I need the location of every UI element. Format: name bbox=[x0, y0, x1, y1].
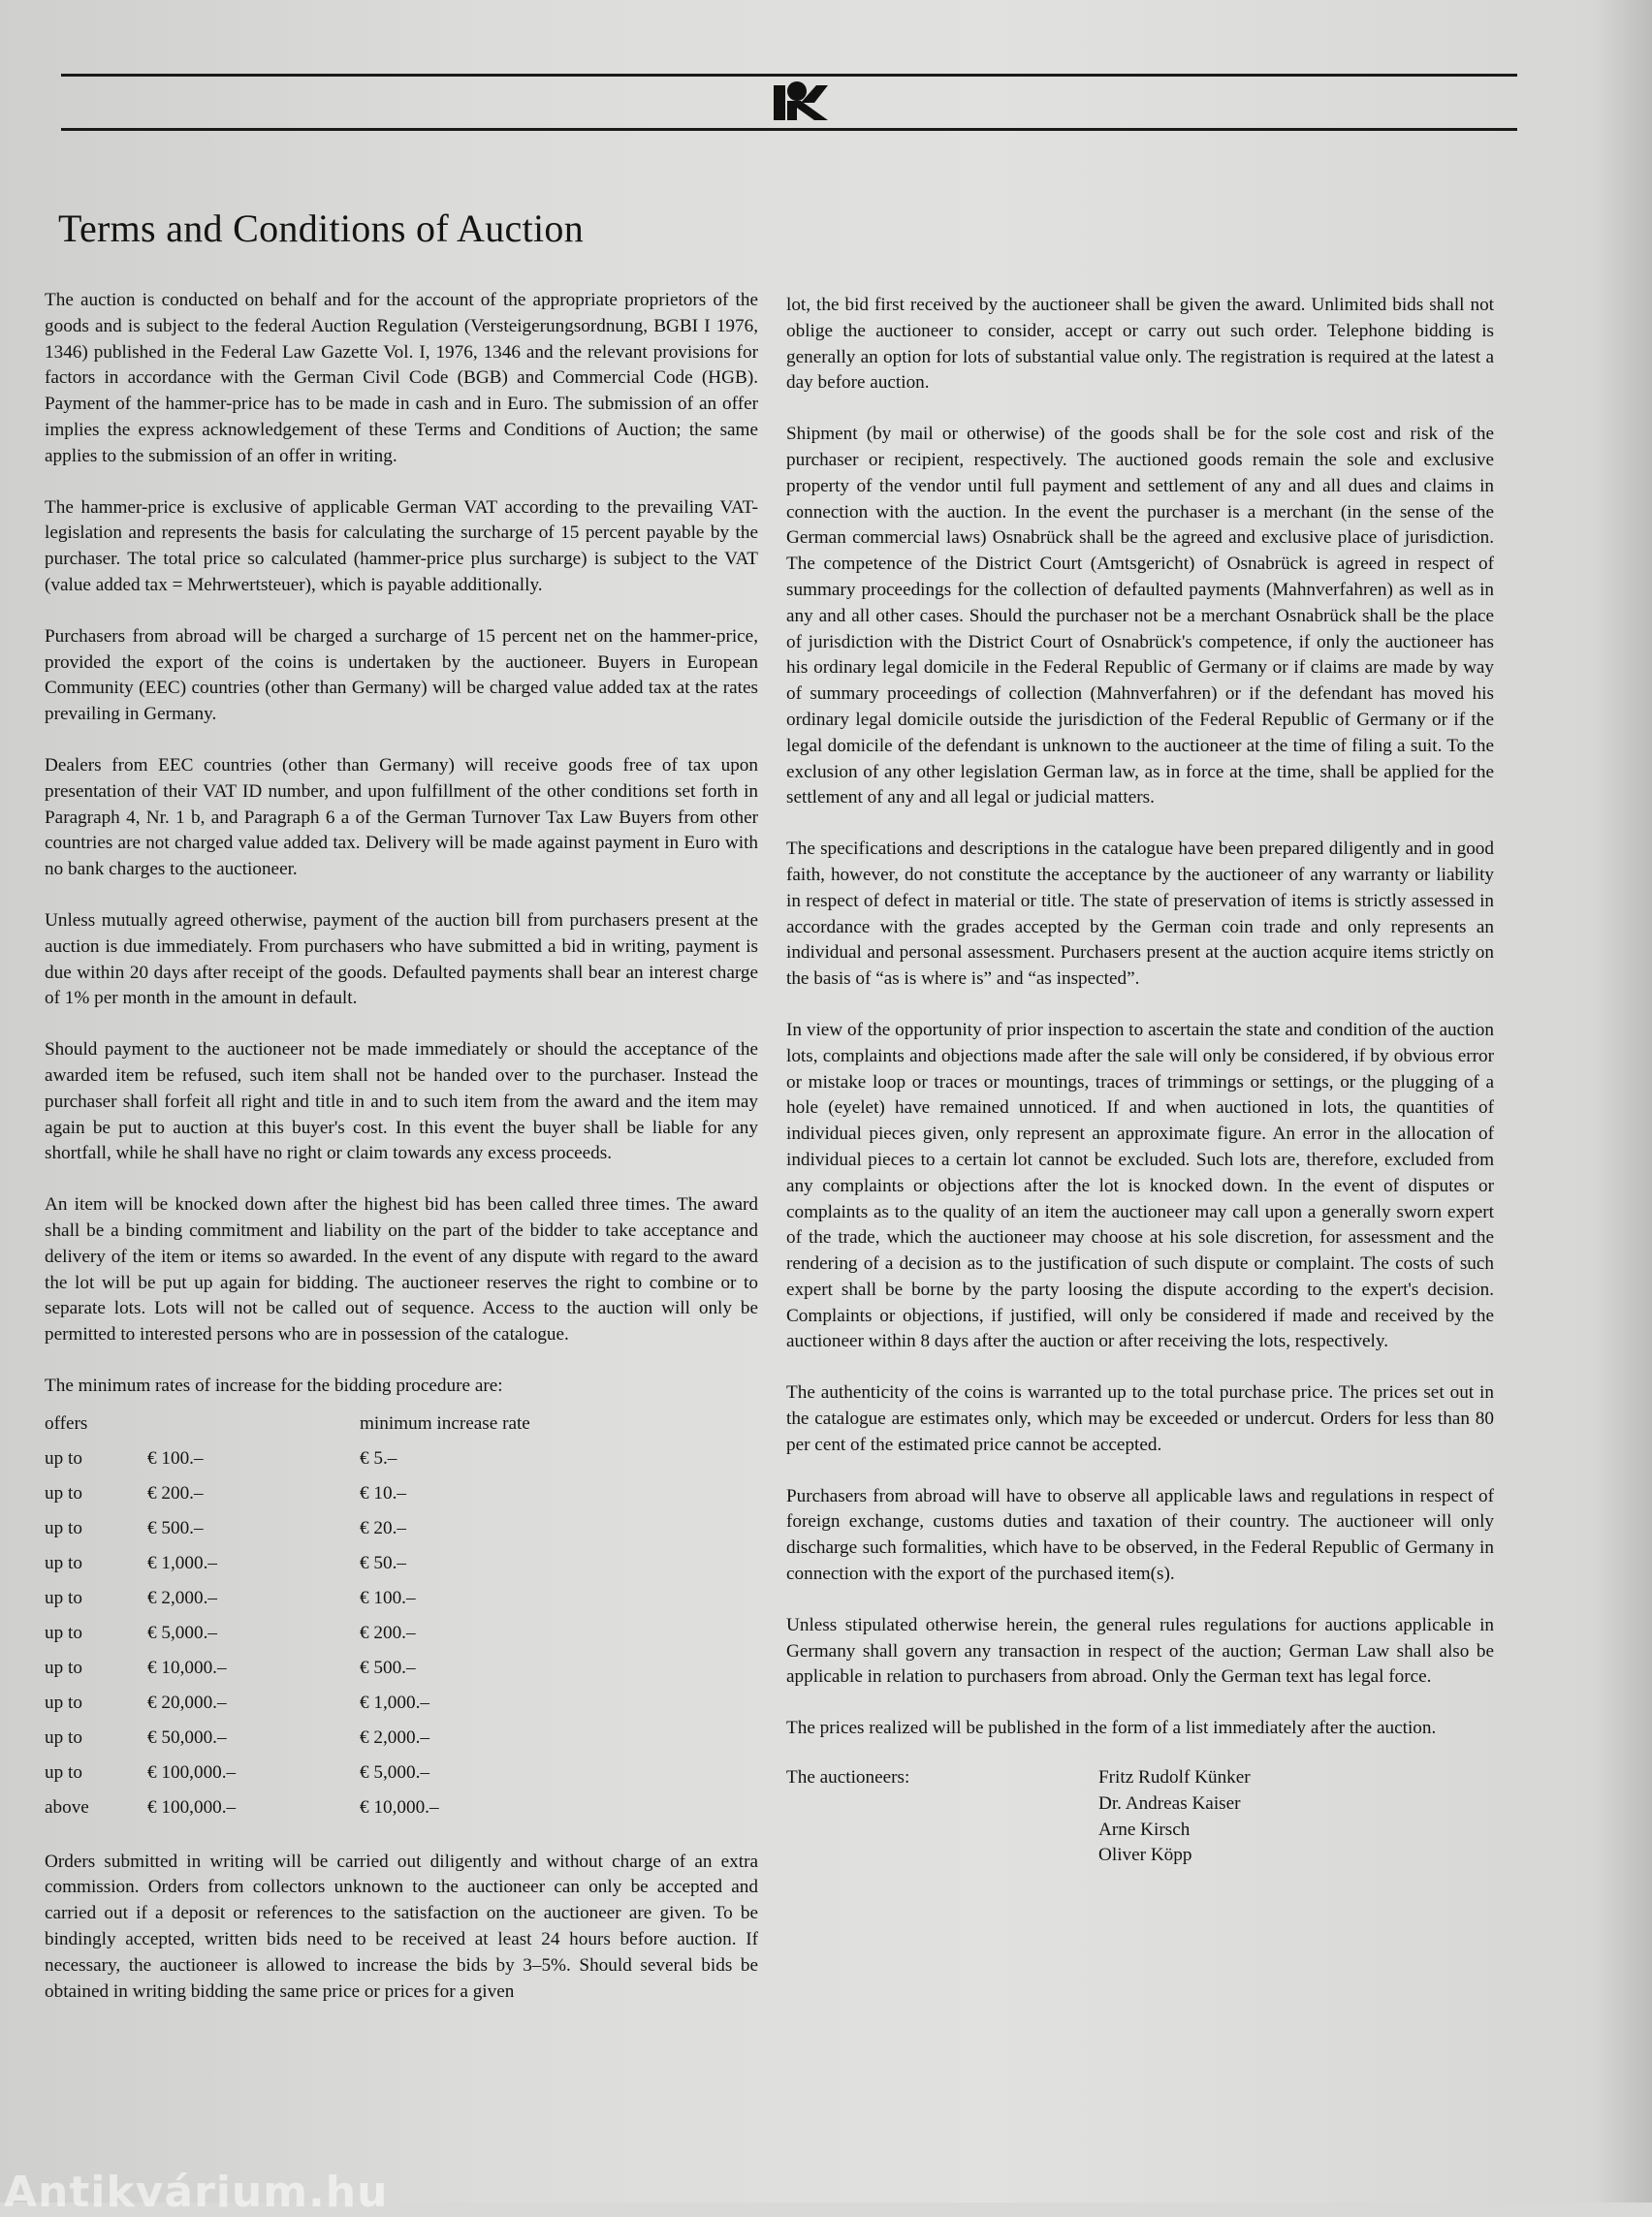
rate-amount: € 2,000.– bbox=[147, 1588, 217, 1609]
rate-increase: € 200.– bbox=[360, 1623, 416, 1644]
paragraph-complaints: In view of the opportunity of prior inspection to ascertain the state and condition of the auction lots, complaints and objections made after the sale will only be considered, if by obvious error or mistake loop or traces or mountings, traces of trimmings or settings, or the plugging of a hole (eyelet) have remained unnoticed. If and when auctioned in lots, the quantities of individual pieces given, only represent an approximate figure. An error in the allocation of individual pieces to a certain lot cannot be excluded. Such lots are, therefore, excluded from any complaints or objections after the lot is knocked down. In the event of disputes or complaints as to the quality of an item the auctioneer may call upon a generally sworn expert of the trade, which the auctioneer may choose at his sole discretion, for assessment and the rendering of a decision as to the justification of such dispute or complaint. The costs of such expert shall be borne by the party loosing the dispute according to the expert's decision. Complaints or objections, if justified, will only be considered if made and received by the auctioneer within 8 days after the auction or after receiving the lots, respectively. bbox=[786, 1019, 1494, 1352]
rate-amount: € 50,000.– bbox=[147, 1727, 227, 1749]
table-row bbox=[45, 1791, 568, 1826]
rate-qualifier: up to bbox=[45, 1693, 82, 1714]
rate-amount: € 5,000.– bbox=[147, 1623, 217, 1644]
page-title: Terms and Conditions of Auction bbox=[58, 206, 585, 250]
paragraph-governing-law: Unless stipulated otherwise herein, the general rules regulations for auctions applicable in Germany shall govern any transaction in respect of the auction; German Law shall also be applicable in relation to purchasers from abroad. Only the German text has legal force. bbox=[786, 1614, 1494, 1688]
auctioneer-names bbox=[1098, 1765, 1251, 1869]
paragraph-shipment-jurisdiction: Shipment (by mail or otherwise) of the goods shall be for the sole cost and risk of the purchaser or recipient, respectively. The auctioned goods remain the sole and exclusive property of the vendor until full payment and settlement of any and all dues and claims in connection with the auction. In the event the purchaser is a merchant (in the sense of the German commercial laws) Osnabrück shall be the agreed and exclusive place of jurisdiction. The competence of the District Court (Amtsgericht) of Osnabrück is agreed in respect of summary proceedings for the collection of defaulted payments (Mahnverfahren) as well as in any and all other cases. Should the purchaser not be a merchant Osnabrück shall be the place of jurisdiction with the District Court of Osnabrück's competence, if only the auctioneer has his ordinary legal domicile in the Federal Republic of Germany or if claims are made by way of summary proceedings of collection (Mahnverfahren) or if the defendant has moved his ordinary legal domicile outside the jurisdiction of the Federal Republic of Germany or if the legal domicile of the defendant is unknown to the auctioneer at the time of filing a suit. To the exclusion of any other legislation German law, as in force at the time, shall be applied for the settlement of any and all legal or judicial matters. bbox=[786, 424, 1494, 808]
rate-amount: € 100,000.– bbox=[147, 1762, 237, 1784]
rate-increase: € 10,000.– bbox=[360, 1797, 439, 1819]
left-column bbox=[45, 288, 758, 2030]
rate-increase: € 1,000.– bbox=[360, 1693, 429, 1714]
table-header-row bbox=[45, 1408, 568, 1442]
auctioneer-name: Dr. Andreas Kaiser bbox=[1098, 1792, 1241, 1814]
table-row bbox=[45, 1582, 568, 1617]
rate-amount: € 10,000.– bbox=[147, 1658, 227, 1679]
table-row bbox=[45, 1512, 568, 1547]
paragraph-foreign-purchasers: Purchasers from abroad will be charged a surcharge of 15 percent net on the hammer-price, provided the export of the coins is undertaken by the auctioneer. Buyers in European Community (EEC) countries (other than Germany) will be charged value added tax at the rates prevailing in Germany. bbox=[45, 625, 758, 725]
rates-intro: The minimum rates of increase for the bidding procedure are: bbox=[45, 1375, 503, 1396]
show-through-text bbox=[873, 215, 882, 258]
rate-amount: € 500.– bbox=[147, 1518, 204, 1539]
header-increase-rate: minimum increase rate bbox=[360, 1413, 530, 1435]
bid-increment-table bbox=[45, 1408, 568, 1826]
rate-qualifier: up to bbox=[45, 1448, 82, 1470]
rate-amount: € 200.– bbox=[147, 1483, 204, 1504]
auction-house-logo-icon bbox=[772, 79, 830, 122]
auctioneers-signature-block bbox=[786, 1765, 1494, 1869]
paragraph-legal-basis: The auction is conducted on behalf and for the account of the appropriate proprietors of the goods and is subject to the federal Auction Regulation (Versteigerungsordnung, BGBI I 1976, 1346) published in the Federal Law Gazette Vol. I, 1976, 1346 and the relevant provisions for factors in accordance with the German Civil Code (BGB) and Commercial Code (HGB). Payment of the hammer-price has to be made in cash and in Euro. The submission of an offer implies the express acknowledgement of these Terms and Conditions of Auction; the same applies to the submission of an offer in writing. bbox=[45, 290, 758, 466]
rate-qualifier: up to bbox=[45, 1658, 82, 1679]
table-row bbox=[45, 1547, 568, 1582]
paragraph-prices-realized: The prices realized will be published in the form of a list immediately after the auction. bbox=[786, 1718, 1437, 1739]
auctioneer-name: Oliver Köpp bbox=[1098, 1845, 1192, 1866]
paragraph-written-orders: Orders submitted in writing will be carried out diligently and without charge of an extra commission. Orders from collectors unknown to the auctioneer can only be accepted and carried out if a deposit or references to the satisfaction on the auctioneer are given. To be bindingly accepted, written bids need to be received at least 24 hours before auction. If necessary, the auctioneer is allowed to increase the bids by 3–5%. Should several bids be obtained in writing bidding the same price or prices for a given bbox=[45, 1851, 758, 2002]
table-row bbox=[45, 1617, 568, 1652]
rate-increase: € 5.– bbox=[360, 1448, 397, 1470]
rate-qualifier: up to bbox=[45, 1762, 82, 1784]
rate-qualifier: up to bbox=[45, 1588, 82, 1609]
header-rule-bottom bbox=[61, 128, 1517, 131]
watermark: Antikvárium.hu bbox=[4, 2168, 389, 2217]
table-row bbox=[45, 1652, 568, 1687]
paragraph-award: An item will be knocked down after the highest bid has been called three times. The award shall be a binding commitment and liability on the part of the bidder to take acceptance and delivery of the item or items so awarded. In the event of any dispute with regard to the award the lot will be put up again for bidding. The auctioneer reserves the right to combine or to separate lots. Lots will not be called out of sequence. Access to the auction will only be permitted to interested persons who are in possession of the catalogue. bbox=[45, 1194, 758, 1346]
table-row bbox=[45, 1722, 568, 1757]
rate-qualifier: up to bbox=[45, 1727, 82, 1749]
rate-increase: € 5,000.– bbox=[360, 1762, 429, 1784]
rate-qualifier: up to bbox=[45, 1483, 82, 1504]
table-row bbox=[45, 1757, 568, 1791]
paragraph-vat: The hammer-price is exclusive of applicable German VAT according to the prevailing VAT-legislation and represents the basis for calculating the surcharge of 15 percent payable by the purchaser. The total price so calculated (hammer-price plus surcharge) is subject to the VAT (value added tax = Mehrwertsteuer), which is payable additionally. bbox=[45, 496, 758, 595]
paragraph-eec-dealers: Dealers from EEC countries (other than Germany) will receive goods free of tax upon presentation of their VAT ID number, and upon fulfillment of the other conditions set forth in Paragraph 4, Nr. 1 b, and Paragraph 6 a of the German Turnover Tax Law Buyers from other countries are not charged value added tax. Delivery will be made against payment in Euro with no bank charges to the auctioneer. bbox=[45, 754, 758, 880]
paragraph-payment: Unless mutually agreed otherwise, payment of the auction bill from purchasers present at the auction is due immediately. From purchasers who have submitted a bid in writing, payment is due within 20 days after receipt of the goods. Defaulted payments shall bear an interest charge of 1% per month in the amount in default. bbox=[45, 909, 758, 1009]
rate-amount: € 20,000.– bbox=[147, 1693, 227, 1714]
paragraph-authenticity: The authenticity of the coins is warranted up to the total purchase price. The prices set out in the catalogue are estimates only, which may be exceeded or undercut. Orders for less than 80 per cent of the estimated price cannot be accepted. bbox=[786, 1382, 1494, 1455]
page-edge-shadow bbox=[1594, 0, 1652, 2202]
rate-amount: € 1,000.– bbox=[147, 1553, 217, 1574]
header-offers: offers bbox=[45, 1413, 88, 1435]
table-row bbox=[45, 1687, 568, 1722]
rate-qualifier: up to bbox=[45, 1518, 82, 1539]
auctioneer-name: Arne Kirsch bbox=[1098, 1819, 1191, 1840]
rate-increase: € 50.– bbox=[360, 1553, 406, 1574]
table-row bbox=[45, 1442, 568, 1477]
auctioneer-name: Fritz Rudolf Künker bbox=[1098, 1767, 1251, 1789]
paragraph-unlimited-bids: lot, the bid first received by the auctioneer shall be given the award. Unlimited bids shall not oblige the auctioneer to consider, accept or carry out such order. Telephone bidding is generally an option for lots of substantial value only. The registration is required at the latest a day before auction. bbox=[786, 295, 1494, 394]
rate-increase: € 20.– bbox=[360, 1518, 406, 1539]
rate-qualifier: above bbox=[45, 1797, 89, 1819]
table-row bbox=[45, 1477, 568, 1512]
rate-amount: € 100,000.– bbox=[147, 1797, 237, 1819]
rate-qualifier: up to bbox=[45, 1623, 82, 1644]
header-rule-top bbox=[61, 74, 1517, 77]
paragraph-export-regulations: Purchasers from abroad will have to observe all applicable laws and regulations in respect of foreign exchange, customs duties and taxation of their country. The auctioneer will only discharge such formalities, which have to be observed, in the Federal Republic of Germany in connection with the export of the purchased item(s). bbox=[786, 1485, 1494, 1585]
rate-increase: € 10.– bbox=[360, 1483, 406, 1504]
rate-increase: € 500.– bbox=[360, 1658, 416, 1679]
rate-increase: € 100.– bbox=[360, 1588, 416, 1609]
paragraph-specifications: The specifications and descriptions in the catalogue have been prepared diligently and in good faith, however, do not constitute the acceptance by the auctioneer of any warranty or liability in respect of defect in material or title. The state of preservation of items is strictly assessed in accordance with the grades accepted by the German coin trade and only represents an individual and personal assessment. Purchasers present at the auction acquire items strictly on the basis of “as is where is” and “as inspected”. bbox=[786, 839, 1494, 990]
rate-amount: € 100.– bbox=[147, 1448, 204, 1470]
right-column bbox=[786, 293, 1494, 1869]
auctioneers-label: The auctioneers: bbox=[786, 1767, 910, 1789]
rate-increase: € 2,000.– bbox=[360, 1727, 429, 1749]
rate-qualifier: up to bbox=[45, 1553, 82, 1574]
paragraph-default: Should payment to the auctioneer not be made immediately or should the acceptance of the awarded item be refused, such item shall not be handed over to the purchaser. Instead the purchaser shall forfeit all right and title in and to such item from the award and the item may again be put to auction at this buyer's cost. In this event the buyer shall be liable for any shortfall, while he shall have no right or claim towards any excess proceeds. bbox=[45, 1039, 758, 1164]
